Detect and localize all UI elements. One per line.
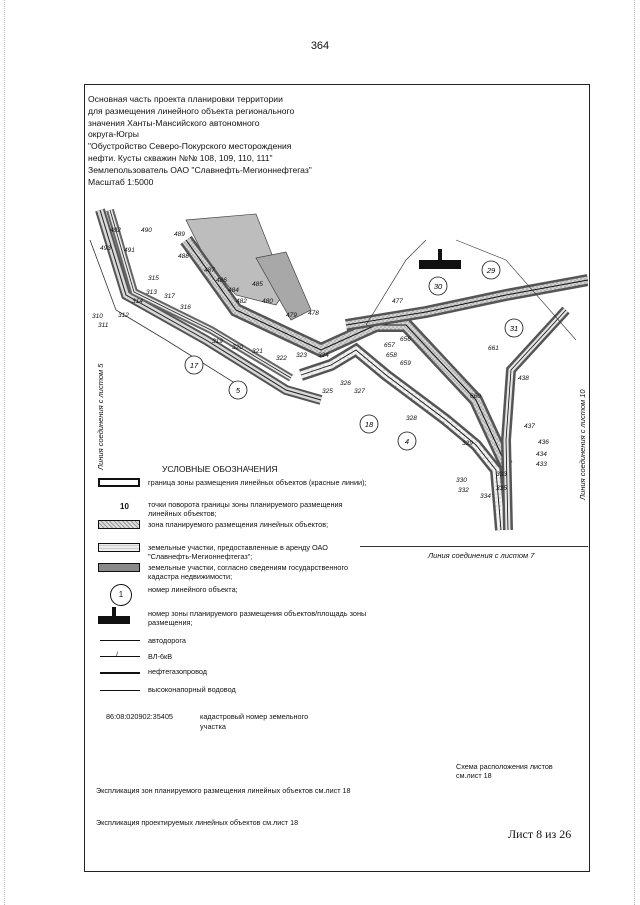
point-label: 327 (354, 388, 365, 395)
legend-object-circle: 1 (110, 584, 132, 606)
point-label: 661 (488, 345, 499, 352)
cadastral-number-sample: 86:08:020902:35405 (106, 712, 173, 721)
legend-point-sample: 10 (120, 502, 129, 511)
header-line: Землепользователь ОАО "Славнефть-Мегионнефтегаз" (88, 164, 312, 175)
header-line: округа-Югры (88, 129, 139, 140)
legend-item: земельные участки, предоставленные в аренду ОАО "Славнефть-Мегионнефтегаз"; (148, 543, 328, 562)
drawing-header (88, 94, 368, 188)
point-label: 311 (98, 322, 109, 329)
point-label: 488 (178, 253, 189, 260)
point-label: 492 (110, 227, 121, 234)
point-label: 325 (322, 388, 333, 395)
zone-marker (419, 260, 461, 269)
sheet-number: Лист 8 из 26 (508, 827, 572, 841)
point-label: 314 (132, 298, 143, 305)
point-label: 328 (406, 415, 417, 422)
object-number: 4 (404, 437, 410, 446)
header-line: значения Ханты-Мансийского автономного (88, 117, 260, 128)
join-line-bottom (360, 546, 588, 547)
point-label: 330 (456, 477, 467, 484)
point-label: 316 (180, 304, 191, 311)
legend-swatch-zone (98, 520, 140, 529)
point-label: 310 (92, 313, 103, 320)
point-label: 438 (518, 375, 529, 382)
point-label: 333 (496, 471, 507, 478)
cadastral-number-desc: кадастровый номер земельного участка (200, 712, 309, 731)
point-label: 312 (118, 312, 129, 319)
point-label: 434 (536, 451, 547, 458)
point-label: 486 (216, 277, 227, 284)
legend-item: нефтегазопровод (148, 667, 208, 676)
join-line-label-left: Линия соединения с листом 5 (96, 363, 105, 470)
header-line: "Обустройство Северо-Покурского месторождения (88, 141, 292, 152)
legend-swatch-boundary (98, 478, 140, 487)
point-label: 323 (296, 352, 307, 359)
explication-objects-note: Экспликация проектируемых линейных объектов см.лист 18 (96, 818, 299, 827)
point-label: 482 (236, 298, 247, 305)
legend-power-tick: / (116, 652, 118, 659)
object-number: 29 (486, 266, 496, 275)
header-line: Основная часть проекта планировки территории (88, 94, 283, 104)
legend-item: зона планируемого размещения линейных объектов; (148, 520, 329, 529)
point-label: 329 (462, 440, 473, 447)
object-number: 18 (364, 420, 374, 429)
point-label: 322 (276, 355, 287, 362)
header-line: нефти. Кусты скважин №№ 108, 109, 110, 111" (88, 152, 273, 163)
legend-item: автодорога (148, 636, 186, 645)
point-label: 321 (252, 348, 263, 355)
legend-item: высоконапорный водовод (148, 685, 236, 694)
header-line: для размещения линейного объекта регионального (88, 105, 295, 116)
point-label: 484 (228, 287, 239, 294)
legend-line-water (100, 690, 140, 691)
join-line-label-right: Линия соединения с листом 10 (578, 389, 587, 500)
point-label: 433 (536, 461, 547, 468)
point-label: 326 (340, 380, 351, 387)
legend-item: точки поворота границы зоны планируемого размещения линейных объектов; (148, 500, 343, 519)
point-label: 658 (386, 352, 397, 359)
point-label: 315 (148, 275, 159, 282)
point-label: 477 (392, 298, 403, 305)
page-number: 364 (310, 40, 330, 52)
legend-line-road (100, 640, 140, 641)
join-line-label-bottom: Линия соединения с листом 7 (428, 551, 535, 560)
point-label: 490 (141, 227, 152, 234)
legend-line-power (100, 656, 140, 657)
point-label: 437 (524, 423, 535, 430)
legend-title: УСЛОВНЫЕ ОБОЗНАЧЕНИЯ (162, 464, 278, 474)
scan-edge-left (4, 0, 6, 905)
legend-zone-marker (98, 616, 130, 624)
point-label: 480 (262, 298, 273, 305)
legend-zone-marker-post (112, 607, 116, 616)
point-label: 335 (496, 485, 507, 492)
point-label: 319 (212, 338, 223, 345)
point-label: 436 (538, 439, 549, 446)
explication-zones-note: Экспликация зон планируемого размещения линейных объектов см.лист 18 (96, 786, 351, 795)
point-label: 489 (174, 231, 185, 238)
point-label: 332 (458, 487, 469, 494)
point-label: 659 (400, 360, 411, 367)
zone-marker-post (438, 249, 442, 260)
point-label: 317 (164, 293, 175, 300)
legend-item: номер зоны планируемого размещения объектов/площадь зоны размещения; (148, 609, 367, 628)
header-line: Масштаб 1:5000 (88, 176, 154, 187)
point-label: 478 (308, 310, 319, 317)
point-label: 485 (252, 281, 263, 288)
point-label: 334 (480, 493, 491, 500)
object-number: 30 (433, 282, 443, 291)
point-label: 660 (470, 393, 481, 400)
point-label: 656 (400, 336, 411, 343)
object-number: 31 (509, 324, 519, 333)
sheet-layout-note: Схема расположения листов см.лист 18 (456, 762, 553, 781)
scan-edge-right (634, 0, 636, 905)
point-label: 493 (100, 245, 111, 252)
point-label: 657 (384, 342, 395, 349)
legend-line-pipeline (100, 672, 140, 674)
legend-item: граница зоны размещения линейных объектов (красные линии); (148, 478, 367, 487)
point-label: 479 (286, 312, 297, 319)
legend-swatch-leased (98, 543, 140, 552)
point-label: 491 (124, 247, 135, 254)
legend-item: номер линейного объекта; (148, 585, 238, 594)
point-label: 313 (146, 289, 157, 296)
point-label: 324 (318, 352, 329, 359)
point-label: 320 (232, 344, 243, 351)
point-label: 487 (204, 267, 215, 274)
corridor-right (506, 310, 566, 530)
object-number: 5 (235, 386, 241, 395)
object-number: 17 (189, 361, 199, 370)
legend-swatch-cadastral (98, 563, 140, 572)
legend-item: ВЛ-6кВ (148, 652, 173, 661)
legend-item: земельные участки, согласно сведениям государственного кадастра недвижимости; (148, 563, 349, 582)
